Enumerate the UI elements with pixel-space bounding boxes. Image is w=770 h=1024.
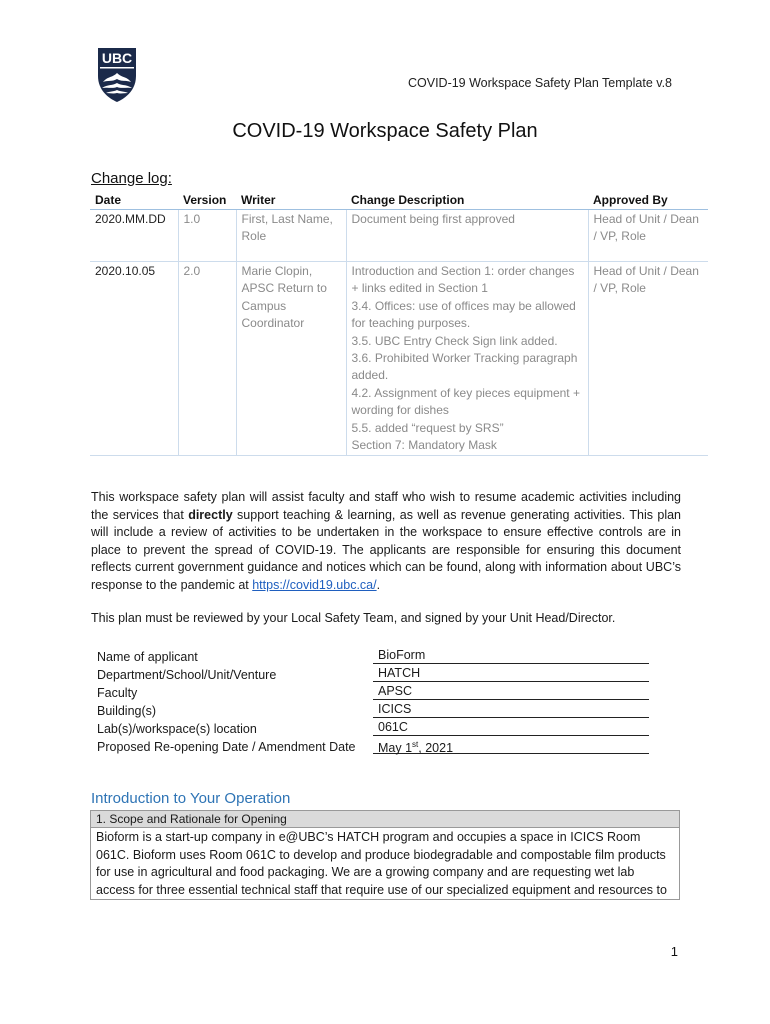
description-line: 3.4. Offices: use of offices may be allowed for teaching purposes. bbox=[351, 298, 576, 331]
cell-version: 2.0 bbox=[178, 262, 236, 456]
date-text: , 2021 bbox=[418, 741, 454, 756]
cell-approved: Head of Unit / Dean / VP, Role bbox=[588, 262, 708, 456]
info-value: HATCH bbox=[373, 665, 649, 682]
info-label: Name of applicant bbox=[97, 650, 198, 664]
col-writer: Writer bbox=[236, 190, 346, 210]
col-description: Change Description bbox=[346, 190, 588, 210]
intro-text: support teaching & learning, as well as revenue generating activities. This plan will include a review of activities to be undertaken in the workspace to ensure effective controls are in place to prevent the spread of COVID-19. The applicants are responsible for ensuring this document reflects current government guidance and notices which can be found, along with information about UBC’s response to the pandemic at bbox=[91, 507, 681, 592]
cell-version: 1.0 bbox=[178, 210, 236, 262]
description-line: 5.5. added “request by SRS” bbox=[351, 420, 504, 435]
info-row bbox=[97, 664, 657, 682]
document-title: COVID-19 Workspace Safety Plan bbox=[232, 120, 538, 142]
date-text: May 1 bbox=[378, 741, 413, 756]
date-ordinal: st bbox=[412, 740, 419, 749]
table-row bbox=[90, 210, 708, 262]
operation-box bbox=[90, 810, 680, 900]
description-line: Introduction and Section 1: order changes + links edited in Section 1 bbox=[351, 264, 575, 296]
info-value: ICICS bbox=[373, 701, 649, 718]
info-row bbox=[97, 736, 657, 754]
logo-text: UBC bbox=[101, 50, 133, 66]
description-line: 3.6. Prohibited Worker Tracking paragraph added. bbox=[351, 351, 578, 383]
review-note: This plan must be reviewed by your Local Safety Team, and signed by your Unit Head/Director. bbox=[91, 611, 616, 625]
info-row bbox=[97, 700, 657, 718]
description-line: Section 7: Mandatory Mask bbox=[351, 438, 497, 453]
info-label: Building(s) bbox=[97, 704, 157, 718]
info-label: Faculty bbox=[97, 686, 138, 700]
cell-description bbox=[346, 262, 588, 456]
description-line: 4.2. Assignment of key pieces equipment + wording for dishes bbox=[351, 385, 580, 418]
applicant-info bbox=[97, 646, 657, 754]
ubc-logo-icon bbox=[96, 46, 138, 104]
info-row bbox=[97, 682, 657, 700]
operation-body: Bioform is a start-up company in e@UBC’s HATCH program and occupies a space in ICICS Room 061C. Bioform uses Room 061C to develop and produce biodegradable and compostable film products for use in agricultural and food packaging. We are a growing company and are requesting wet lab access for three essential technical staff that require use of our specialized equipment and resources to bbox=[96, 830, 667, 897]
info-value bbox=[373, 737, 649, 754]
info-label: Proposed Re-opening Date / Amendment Date bbox=[97, 740, 356, 754]
page-number: 1 bbox=[670, 944, 678, 959]
info-value: 061C bbox=[373, 719, 649, 736]
info-value: APSC bbox=[373, 683, 649, 700]
table-row bbox=[90, 262, 708, 456]
operation-heading: Introduction to Your Operation bbox=[91, 790, 291, 807]
description-line: 3.5. UBC Entry Check Sign link added. bbox=[351, 333, 558, 348]
info-row bbox=[97, 718, 657, 736]
info-label: Lab(s)/workspace(s) location bbox=[97, 722, 257, 736]
info-label: Department/School/Unit/Venture bbox=[97, 668, 277, 682]
col-version: Version bbox=[178, 190, 236, 210]
covid-info-link[interactable]: https://covid19.ubc.ca/ bbox=[252, 577, 377, 592]
cell-description: Document being first approved bbox=[346, 210, 588, 262]
cell-date: 2020.10.05 bbox=[90, 262, 178, 456]
info-row bbox=[97, 646, 657, 664]
cell-date: 2020.MM.DD bbox=[90, 210, 178, 262]
template-version-label: COVID-19 Workspace Safety Plan Template v.8 bbox=[407, 76, 672, 90]
info-value: BioForm bbox=[373, 647, 649, 664]
changelog-heading: Change log: bbox=[91, 170, 172, 187]
intro-emphasis: directly bbox=[188, 507, 233, 522]
cell-approved: Head of Unit / Dean / VP, Role bbox=[588, 210, 708, 262]
col-date: Date bbox=[90, 190, 178, 210]
operation-subheading: 1. Scope and Rationale for Opening bbox=[91, 811, 679, 828]
changelog-table bbox=[90, 190, 708, 456]
intro-text: This workspace safety plan will assist faculty and staff who wish to resume academic activities including the services that bbox=[91, 490, 681, 522]
cell-writer: First, Last Name, Role bbox=[236, 210, 346, 262]
intro-text: . bbox=[376, 577, 381, 592]
cell-writer: Marie Clopin, APSC Return to Campus Coordinator bbox=[236, 262, 346, 456]
col-approved: Approved By bbox=[588, 190, 708, 210]
intro-paragraph bbox=[91, 489, 681, 594]
